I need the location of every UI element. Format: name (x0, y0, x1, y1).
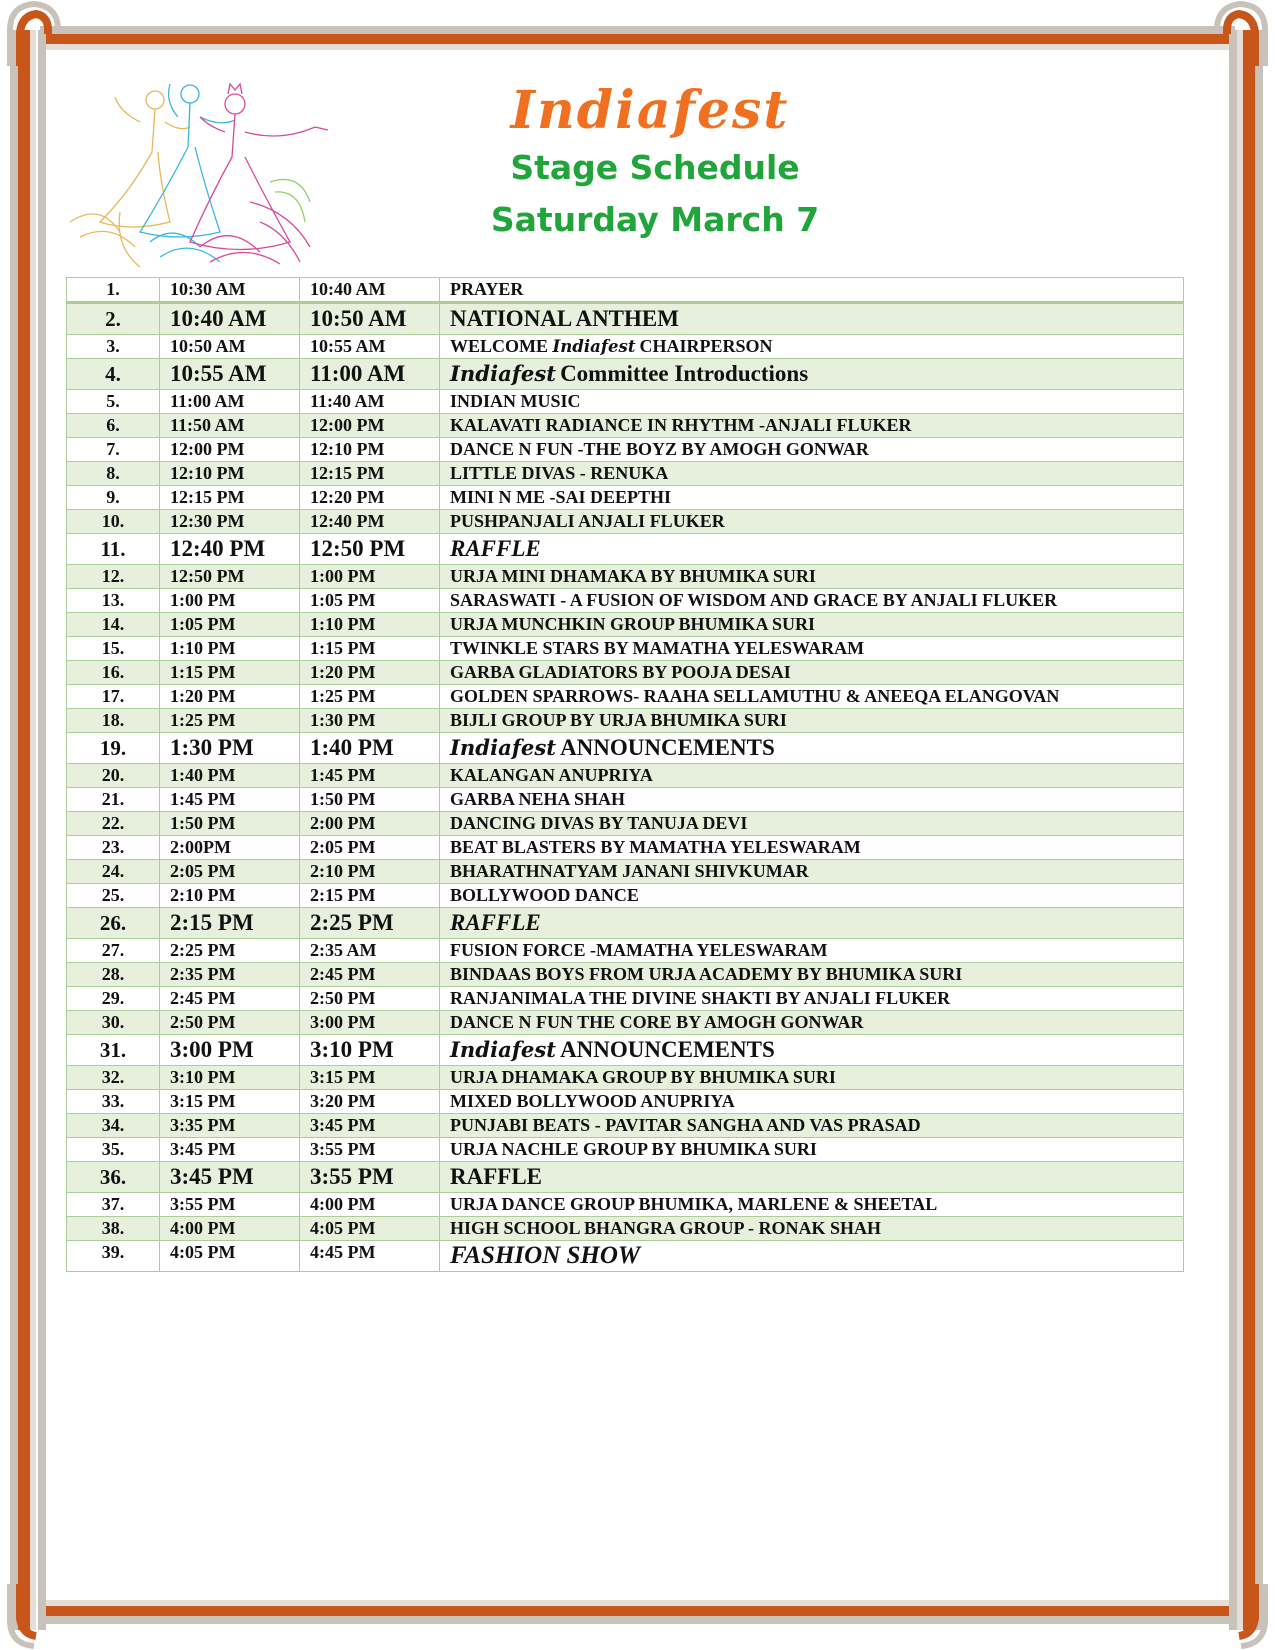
act-name: FASHION SHOW (450, 1242, 641, 1269)
row-number: 16. (67, 661, 160, 685)
act-cell (440, 1114, 1184, 1138)
row-number: 21. (67, 788, 160, 812)
schedule-table (66, 277, 1184, 1272)
row-number: 32. (67, 1066, 160, 1090)
row-number: 15. (67, 637, 160, 661)
act-cell (440, 1193, 1184, 1217)
act-cell (440, 534, 1184, 565)
row-number: 14. (67, 613, 160, 637)
end-time: 2:25 PM (300, 908, 440, 939)
start-time: 3:45 PM (160, 1162, 300, 1193)
end-time: 12:15 PM (300, 462, 440, 486)
row-number: 31. (67, 1035, 160, 1066)
start-time: 2:15 PM (160, 908, 300, 939)
row-number: 5. (67, 390, 160, 414)
schedule-row (67, 812, 1184, 836)
end-time: 1:25 PM (300, 685, 440, 709)
schedule-row (67, 860, 1184, 884)
end-time: 3:15 PM (300, 1066, 440, 1090)
start-time: 2:00PM (160, 836, 300, 860)
schedule-row (67, 1138, 1184, 1162)
date-subtitle: Saturday March 7 (490, 200, 820, 239)
act-cell (440, 709, 1184, 733)
row-number: 11. (67, 534, 160, 565)
start-time: 1:15 PM (160, 661, 300, 685)
row-number: 7. (67, 438, 160, 462)
act-cell (440, 1035, 1184, 1066)
schedule-row (67, 1035, 1184, 1066)
act-cell (440, 637, 1184, 661)
act-name: URJA NACHLE GROUP BY BHUMIKA SURI (450, 1139, 817, 1159)
start-time: 1:50 PM (160, 812, 300, 836)
start-time: 1:20 PM (160, 685, 300, 709)
act-name: BIJLI GROUP BY URJA BHUMIKA SURI (450, 710, 787, 730)
corner-arch-icon (0, 0, 66, 66)
schedule-row (67, 939, 1184, 963)
end-time: 2:35 AM (300, 939, 440, 963)
row-number: 25. (67, 884, 160, 908)
act-cell (440, 661, 1184, 685)
end-time: 3:55 PM (300, 1162, 440, 1193)
start-time: 10:50 AM (160, 335, 300, 359)
end-time: 12:00 PM (300, 414, 440, 438)
act-name: RAFFLE (450, 910, 541, 935)
act-name: RAFFLE (450, 1164, 542, 1189)
start-time: 1:00 PM (160, 589, 300, 613)
row-number: 13. (67, 589, 160, 613)
schedule-row (67, 908, 1184, 939)
start-time: 11:50 AM (160, 414, 300, 438)
schedule-row (67, 685, 1184, 709)
schedule-row (67, 1162, 1184, 1193)
schedule-row (67, 1241, 1184, 1272)
act-name: MIXED BOLLYWOOD ANUPRIYA (450, 1091, 735, 1111)
act-name: BHARATHNATYAM JANANI SHIVKUMAR (450, 861, 809, 881)
act-cell (440, 589, 1184, 613)
start-time: 2:10 PM (160, 884, 300, 908)
end-time: 3:45 PM (300, 1114, 440, 1138)
act-cell (440, 303, 1184, 335)
schedule-row (67, 661, 1184, 685)
act-prefix: WELCOME (450, 336, 549, 356)
end-time: 1:50 PM (300, 788, 440, 812)
end-time: 3:00 PM (300, 1011, 440, 1035)
act-cell (440, 963, 1184, 987)
end-time: 10:40 AM (300, 278, 440, 303)
act-name: NATIONAL ANTHEM (450, 306, 679, 331)
start-time: 2:05 PM (160, 860, 300, 884)
row-number: 38. (67, 1217, 160, 1241)
start-time: 12:40 PM (160, 534, 300, 565)
start-time: 10:55 AM (160, 359, 300, 390)
act-name: RAFFLE (450, 536, 541, 561)
schedule-row (67, 1217, 1184, 1241)
start-time: 1:45 PM (160, 788, 300, 812)
schedule-row (67, 589, 1184, 613)
row-number: 20. (67, 764, 160, 788)
end-time: 2:00 PM (300, 812, 440, 836)
end-time: 2:10 PM (300, 860, 440, 884)
act-name: GOLDEN SPARROWS- RAAHA SELLAMUTHU & ANEEQA ELANGOVAN (450, 686, 1060, 706)
indiafest-logo-text: Indiafest (450, 361, 557, 386)
act-name: SARASWATI - A FUSION OF WISDOM AND GRACE BY ANJALI FLUKER (450, 590, 1058, 610)
start-time: 2:50 PM (160, 1011, 300, 1035)
act-cell (440, 733, 1184, 764)
act-name: PUNJABI BEATS - PAVITAR SANGHA AND VAS PRASAD (450, 1115, 921, 1135)
act-cell (440, 860, 1184, 884)
act-cell (440, 390, 1184, 414)
act-name: KALAVATI RADIANCE IN RHYTHM -ANJALI FLUKER (450, 415, 912, 435)
act-name: ANNOUNCEMENTS (560, 1037, 775, 1062)
act-cell (440, 685, 1184, 709)
start-time: 3:15 PM (160, 1090, 300, 1114)
end-time: 4:45 PM (300, 1241, 440, 1272)
act-cell (440, 939, 1184, 963)
end-time: 3:20 PM (300, 1090, 440, 1114)
act-name: PUSHPANJALI ANJALI FLUKER (450, 511, 725, 531)
act-name: BEAT BLASTERS BY MAMATHA YELESWARAM (450, 837, 861, 857)
end-time: 10:50 AM (300, 303, 440, 335)
act-cell (440, 788, 1184, 812)
act-cell (440, 1241, 1184, 1272)
act-cell (440, 812, 1184, 836)
row-number: 19. (67, 733, 160, 764)
act-name: DANCE N FUN -THE BOYZ BY AMOGH GONWAR (450, 439, 869, 459)
row-number: 29. (67, 987, 160, 1011)
end-time: 1:05 PM (300, 589, 440, 613)
act-name: FUSION FORCE -MAMATHA YELESWARAM (450, 940, 828, 960)
act-name: HIGH SCHOOL BHANGRA GROUP - RONAK SHAH (450, 1218, 882, 1238)
act-name: URJA MINI DHAMAKA BY BHUMIKA SURI (450, 566, 816, 586)
row-number: 24. (67, 860, 160, 884)
row-number: 35. (67, 1138, 160, 1162)
act-name: INDIAN MUSIC (450, 391, 581, 411)
end-time: 4:00 PM (300, 1193, 440, 1217)
dancers-illustration (60, 72, 360, 272)
frame-left-border (0, 0, 62, 1650)
frame-right-border (1213, 0, 1275, 1650)
row-number: 17. (67, 685, 160, 709)
act-cell (440, 486, 1184, 510)
schedule-row (67, 1066, 1184, 1090)
act-cell (440, 359, 1184, 390)
row-number: 18. (67, 709, 160, 733)
end-time: 12:40 PM (300, 510, 440, 534)
schedule-row (67, 1090, 1184, 1114)
act-cell (440, 908, 1184, 939)
row-number: 2. (67, 303, 160, 335)
row-number: 6. (67, 414, 160, 438)
act-cell (440, 278, 1184, 303)
schedule-row (67, 884, 1184, 908)
act-name: DANCE N FUN THE CORE BY AMOGH GONWAR (450, 1012, 864, 1032)
schedule-row (67, 462, 1184, 486)
schedule-row (67, 278, 1184, 303)
act-name: URJA DANCE GROUP BHUMIKA, MARLENE & SHEETAL (450, 1194, 938, 1214)
end-time: 2:05 PM (300, 836, 440, 860)
schedule-row (67, 709, 1184, 733)
act-name: CHAIRPERSON (639, 336, 773, 356)
act-name: Committee Introductions (560, 361, 809, 386)
act-cell (440, 335, 1184, 359)
start-time: 2:45 PM (160, 987, 300, 1011)
page-title: Stage Schedule (510, 148, 800, 187)
start-time: 4:00 PM (160, 1217, 300, 1241)
row-number: 28. (67, 963, 160, 987)
end-time: 1:00 PM (300, 565, 440, 589)
schedule-row (67, 390, 1184, 414)
end-time: 1:40 PM (300, 733, 440, 764)
start-time: 1:30 PM (160, 733, 300, 764)
act-cell (440, 1138, 1184, 1162)
row-number: 36. (67, 1162, 160, 1193)
start-time: 3:35 PM (160, 1114, 300, 1138)
row-number: 22. (67, 812, 160, 836)
act-name: URJA MUNCHKIN GROUP BHUMIKA SURI (450, 614, 816, 634)
row-number: 9. (67, 486, 160, 510)
act-cell (440, 565, 1184, 589)
start-time: 12:50 PM (160, 565, 300, 589)
schedule-row (67, 359, 1184, 390)
start-time: 3:45 PM (160, 1138, 300, 1162)
schedule-row (67, 438, 1184, 462)
end-time: 1:10 PM (300, 613, 440, 637)
row-number: 23. (67, 836, 160, 860)
act-cell (440, 510, 1184, 534)
act-cell (440, 462, 1184, 486)
corner-arch-icon (1209, 0, 1275, 66)
start-time: 1:40 PM (160, 764, 300, 788)
end-time: 12:10 PM (300, 438, 440, 462)
frame-bottom-border (0, 1592, 1275, 1650)
act-cell (440, 987, 1184, 1011)
schedule-row (67, 414, 1184, 438)
start-time: 1:25 PM (160, 709, 300, 733)
brand-title: Indiafest (510, 80, 790, 141)
act-name: BINDAAS BOYS FROM URJA ACADEMY BY BHUMIKA SURI (450, 964, 963, 984)
start-time: 2:25 PM (160, 939, 300, 963)
act-name: MINI N ME -SAI DEEPTHI (450, 487, 672, 507)
start-time: 12:00 PM (160, 438, 300, 462)
schedule-row (67, 1193, 1184, 1217)
act-cell (440, 613, 1184, 637)
start-time: 1:05 PM (160, 613, 300, 637)
schedule-row (67, 836, 1184, 860)
corner-arch-icon (0, 1584, 66, 1650)
act-name: URJA DHAMAKA GROUP BY BHUMIKA SURI (450, 1067, 836, 1087)
act-name: ANNOUNCEMENTS (560, 735, 775, 760)
schedule-row (67, 963, 1184, 987)
act-cell (440, 1090, 1184, 1114)
indiafest-logo-text: Indiafest (450, 735, 557, 760)
act-name: GARBA NEHA SHAH (450, 789, 626, 809)
frame-top-border (0, 0, 1275, 62)
act-name: TWINKLE STARS BY MAMATHA YELESWARAM (450, 638, 865, 658)
act-name: BOLLYWOOD DANCE (450, 885, 639, 905)
corner-arch-icon (1209, 1584, 1275, 1650)
schedule-row (67, 1011, 1184, 1035)
schedule-row (67, 534, 1184, 565)
row-number: 12. (67, 565, 160, 589)
act-name: KALANGAN ANUPRIYA (450, 765, 653, 785)
act-cell (440, 414, 1184, 438)
schedule-row (67, 788, 1184, 812)
row-number: 10. (67, 510, 160, 534)
start-time: 1:10 PM (160, 637, 300, 661)
end-time: 11:00 AM (300, 359, 440, 390)
indiafest-logo-text: Indiafest (552, 336, 636, 356)
schedule-row (67, 987, 1184, 1011)
row-number: 33. (67, 1090, 160, 1114)
start-time: 10:40 AM (160, 303, 300, 335)
indiafest-logo-text: Indiafest (450, 1037, 557, 1062)
act-name: GARBA GLADIATORS BY POOJA DESAI (450, 662, 791, 682)
end-time: 1:15 PM (300, 637, 440, 661)
act-cell (440, 1162, 1184, 1193)
row-number: 8. (67, 462, 160, 486)
row-number: 34. (67, 1114, 160, 1138)
start-time: 4:05 PM (160, 1241, 300, 1272)
schedule-row (67, 510, 1184, 534)
schedule-row (67, 335, 1184, 359)
act-cell (440, 1066, 1184, 1090)
row-number: 1. (67, 278, 160, 303)
row-number: 4. (67, 359, 160, 390)
start-time: 3:10 PM (160, 1066, 300, 1090)
end-time: 2:15 PM (300, 884, 440, 908)
schedule-row (67, 486, 1184, 510)
schedule-row (67, 565, 1184, 589)
start-time: 3:00 PM (160, 1035, 300, 1066)
end-time: 1:45 PM (300, 764, 440, 788)
act-name: RANJANIMALA THE DIVINE SHAKTI BY ANJALI FLUKER (450, 988, 951, 1008)
start-time: 3:55 PM (160, 1193, 300, 1217)
end-time: 2:45 PM (300, 963, 440, 987)
row-number: 37. (67, 1193, 160, 1217)
end-time: 12:20 PM (300, 486, 440, 510)
act-cell (440, 836, 1184, 860)
row-number: 3. (67, 335, 160, 359)
act-cell (440, 438, 1184, 462)
act-name: DANCING DIVAS BY TANUJA DEVI (450, 813, 748, 833)
act-name: PRAYER (450, 279, 524, 299)
end-time: 1:30 PM (300, 709, 440, 733)
schedule-row (67, 1114, 1184, 1138)
end-time: 11:40 AM (300, 390, 440, 414)
end-time: 3:10 PM (300, 1035, 440, 1066)
schedule-row (67, 613, 1184, 637)
end-time: 3:55 PM (300, 1138, 440, 1162)
schedule-row (67, 637, 1184, 661)
schedule-row (67, 764, 1184, 788)
end-time: 1:20 PM (300, 661, 440, 685)
schedule-body (67, 278, 1184, 1272)
row-number: 26. (67, 908, 160, 939)
start-time: 10:30 AM (160, 278, 300, 303)
schedule-row (67, 303, 1184, 335)
row-number: 30. (67, 1011, 160, 1035)
schedule-row (67, 733, 1184, 764)
start-time: 12:15 PM (160, 486, 300, 510)
end-time: 10:55 AM (300, 335, 440, 359)
act-cell (440, 764, 1184, 788)
act-cell (440, 1011, 1184, 1035)
row-number: 27. (67, 939, 160, 963)
end-time: 2:50 PM (300, 987, 440, 1011)
end-time: 12:50 PM (300, 534, 440, 565)
act-name: LITTLE DIVAS - RENUKA (450, 463, 669, 483)
end-time: 4:05 PM (300, 1217, 440, 1241)
act-cell (440, 884, 1184, 908)
start-time: 12:10 PM (160, 462, 300, 486)
start-time: 2:35 PM (160, 963, 300, 987)
act-cell (440, 1217, 1184, 1241)
row-number: 39. (67, 1241, 160, 1272)
start-time: 12:30 PM (160, 510, 300, 534)
start-time: 11:00 AM (160, 390, 300, 414)
